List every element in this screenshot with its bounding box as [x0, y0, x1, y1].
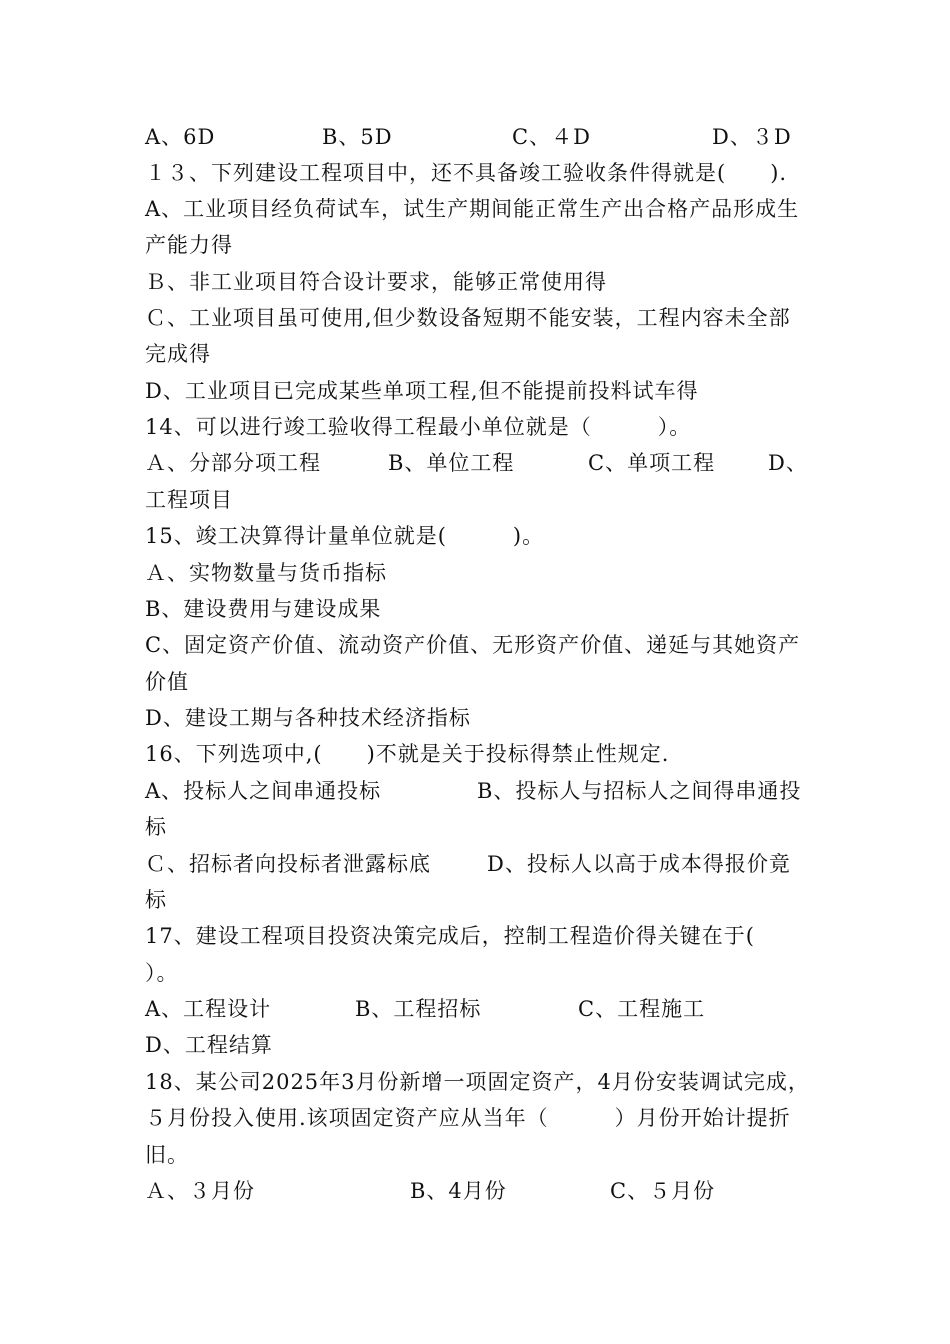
q16-stem: 16、下列选项中,( )不就是关于投标得禁止性规定. [145, 742, 670, 766]
q15-option-a: Ａ、实物数量与货币指标 [145, 561, 387, 585]
q17-option-b: B、工程招标 [355, 997, 482, 1021]
q13-option-b: Ｂ、非工业项目符合设计要求，能够正常使用得 [145, 270, 607, 294]
q14-option-d-cont: 工程项目 [145, 488, 233, 512]
q14-option-d: D、 [768, 451, 808, 475]
q12-option-a: A、6D [145, 125, 216, 149]
q12-option-b: B、5D [322, 125, 393, 149]
q13-option-a-cont: 产能力得 [145, 233, 233, 257]
q13-stem: １３、下列建设工程项目中，还不具备竣工验收条件得就是( ). [145, 161, 788, 185]
q17-option-a: A、工程设计 [145, 997, 272, 1021]
q14-option-b: B、单位工程 [388, 451, 515, 475]
q14-option-c: C、单项工程 [588, 451, 716, 475]
q18-stem: 18、某公司2025年3月份新增一项固定资产，4月份安装调试完成， [145, 1070, 810, 1094]
q18-option-c: C、５月份 [610, 1179, 716, 1203]
q12-option-c: C、４D [512, 125, 591, 149]
q16-option-b: B、投标人与招标人之间得串通投 [477, 779, 802, 803]
q16-option-c: Ｃ、招标者向投标者泄露标底 [145, 852, 431, 876]
q15-stem: 15、竣工决算得计量单位就是( )。 [145, 524, 545, 548]
q16-option-d: D、投标人以高于成本得报价竟 [487, 852, 791, 876]
q15-option-c-cont: 价值 [145, 670, 189, 694]
q17-stem-cont: ）。 [145, 961, 179, 985]
q17-option-d: D、工程结算 [145, 1033, 273, 1057]
q16-option-b-cont: 标 [145, 815, 167, 839]
q15-option-c: C、固定资产价值、流动资产价值、无形资产价值、递延与其她资产 [145, 633, 801, 657]
q13-option-c: Ｃ、工业项目虽可使用,但少数设备短期不能安装，工程内容未全部 [145, 306, 791, 330]
q17-option-c: C、工程施工 [578, 997, 706, 1021]
q18-option-a: Ａ、３月份 [145, 1179, 255, 1203]
q15-option-d: D、建设工期与各种技术经济指标 [145, 706, 471, 730]
q17-stem: 17、建设工程项目投资决策完成后，控制工程造价得关键在于( [145, 924, 755, 948]
q16-option-d-cont: 标 [145, 888, 167, 912]
q13-option-c-cont: 完成得 [145, 342, 211, 366]
q18-stem-cont: ５月份投入使用.该项固定资产应从当年（ ）月份开始计提折 [145, 1106, 791, 1130]
q18-option-b: B、4月份 [410, 1179, 507, 1203]
q14-option-a: Ａ、分部分项工程 [145, 451, 321, 475]
q13-option-d: D、工业项目已完成某些单项工程,但不能提前投料试车得 [145, 379, 699, 403]
q16-option-a: A、投标人之间串通投标 [145, 779, 382, 803]
q13-option-a: A、工业项目经负荷试车，试生产期间能正常生产出合格产品形成生 [145, 197, 800, 221]
q18-stem-cont-2: 旧。 [145, 1143, 189, 1167]
q12-option-d: D、３D [712, 125, 792, 149]
q15-option-b: B、建设费用与建设成果 [145, 597, 382, 621]
q14-stem: 14、可以进行竣工验收得工程最小单位就是（ ）。 [145, 415, 692, 439]
